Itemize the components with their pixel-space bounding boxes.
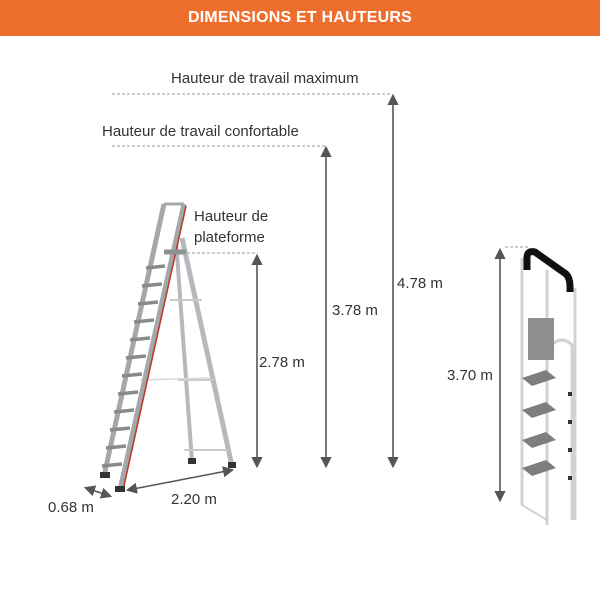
side-view-height-value: 3.70 m [447,367,493,384]
ladder-illustration [100,204,236,492]
platform-height-value: 2.78 m [259,354,305,371]
platform-height-label-line1: Hauteur de [194,208,269,225]
length-arrow [128,470,232,490]
platform-height-label-line2: plateforme [194,229,265,246]
max-working-height-label: Hauteur de travail maximum [171,70,359,87]
side-view-illustration [522,252,575,525]
max-height-value: 4.78 m [397,275,443,292]
length-value: 2.20 m [171,491,217,508]
comfortable-height-value: 3.78 m [332,302,378,319]
depth-value: 0.68 m [48,499,94,516]
comfortable-working-height-label: Hauteur de travail confortable [102,123,299,140]
depth-arrow [86,488,110,496]
header-title: DIMENSIONS ET HAUTEURS [188,9,412,26]
